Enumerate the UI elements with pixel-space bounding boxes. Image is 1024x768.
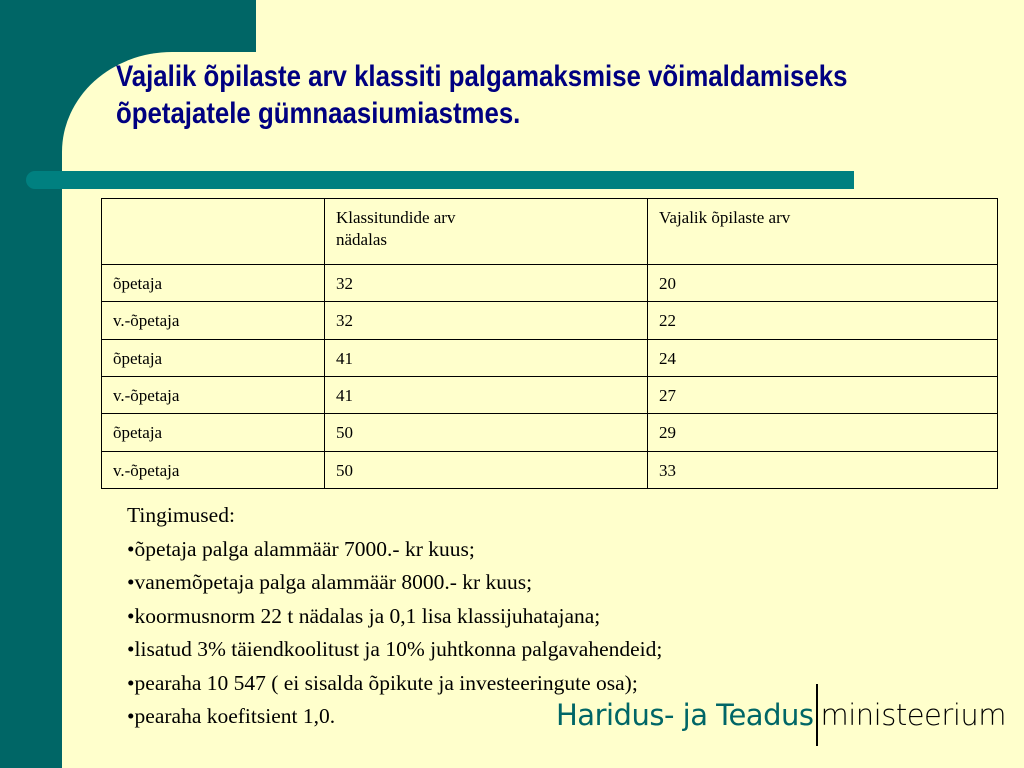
table-row: [102, 302, 998, 339]
list-item: •koormusnorm 22 t nädalas ja 0,1 lisa klassijuhatajana;: [127, 603, 601, 628]
table-cell: v.-õpetaja: [102, 451, 325, 488]
table-cell: 24: [648, 339, 998, 376]
table-row: [102, 451, 998, 488]
logo-separator: [816, 684, 818, 746]
ministry-logo: [556, 684, 1006, 746]
slide-title: Vajalik õpilaste arv klassiti palgamaksmise võimaldamiseks õpetajatele gümnaasiumiastmes.: [116, 60, 848, 130]
table-cell: õpetaja: [102, 265, 325, 302]
logo-text-part2: ministeerium: [820, 698, 1007, 732]
title-divider-bar: [26, 171, 854, 189]
students-table: [101, 198, 998, 489]
table-cell: v.-õpetaja: [102, 376, 325, 413]
table-cell: 20: [648, 265, 998, 302]
table-cell: õpetaja: [102, 339, 325, 376]
list-item: •lisatud 3% täiendkoolitust ja 10% juhtkonna palgavahendeid;: [127, 637, 663, 661]
table-row: [102, 339, 998, 376]
list-item: •pearaha koefitsient 1,0.: [127, 704, 336, 728]
table-cell: 50: [325, 451, 648, 488]
table-cell: 32: [325, 265, 648, 302]
table-cell: 41: [325, 339, 648, 376]
table-header-cell: Vajalik õpilaste arv: [648, 199, 998, 265]
table-cell: 41: [325, 376, 648, 413]
list-item: •pearaha 10 547 ( ei sisalda õpikute ja investeeringute osa);: [127, 670, 638, 695]
table-cell: 22: [648, 302, 998, 339]
logo-text-part1: Haridus- ja Teadus: [556, 698, 814, 732]
list-item: •vanemõpetaja palga alammäär 8000.- kr kuus;: [127, 570, 533, 594]
table-cell: v.-õpetaja: [102, 302, 325, 339]
conditions-heading: Tingimused:: [127, 503, 235, 527]
table-cell: 27: [648, 376, 998, 413]
table-cell: 29: [648, 414, 998, 451]
list-item: •õpetaja palga alammäär 7000.- kr kuus;: [127, 536, 475, 561]
table-row: [102, 414, 998, 451]
table-header-row: [102, 199, 998, 265]
table-row: [102, 265, 998, 302]
table-cell: 32: [325, 302, 648, 339]
table-row: [102, 376, 998, 413]
table-header-cell: [102, 199, 325, 265]
table-cell: 33: [648, 451, 998, 488]
table-cell: 50: [325, 414, 648, 451]
table-header-cell: Klassitundide arv nädalas: [325, 199, 648, 265]
table-cell: õpetaja: [102, 414, 325, 451]
